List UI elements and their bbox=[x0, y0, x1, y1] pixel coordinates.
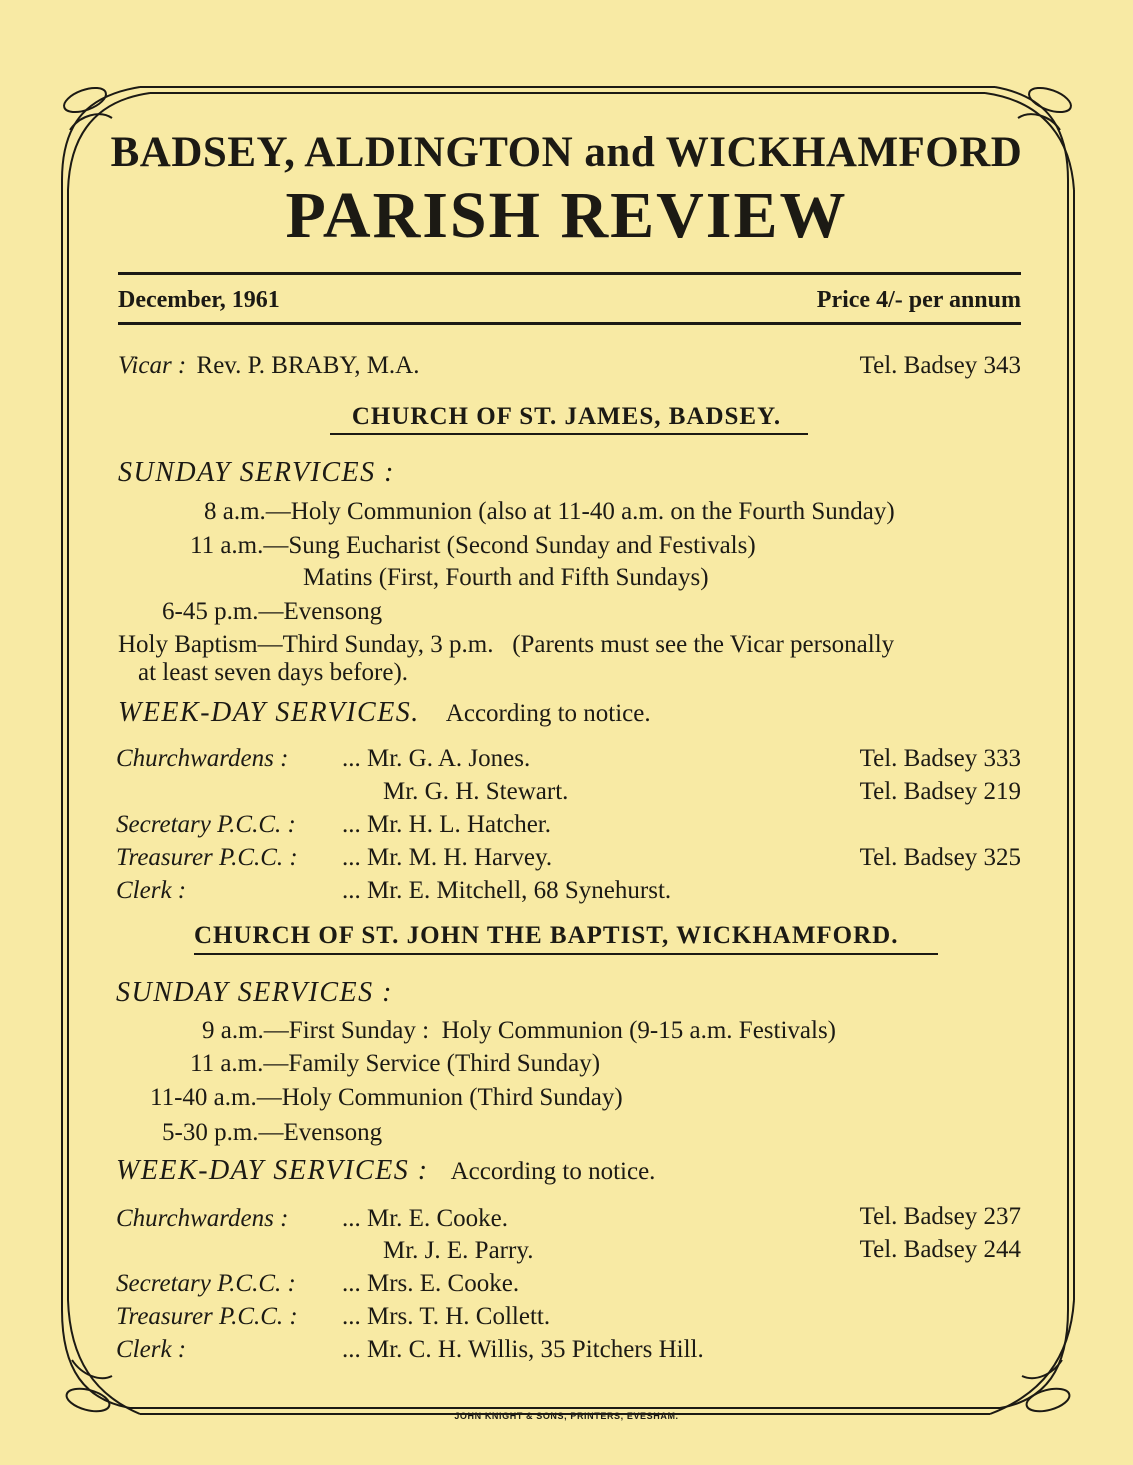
wickhamford-officer-role: Clerk : bbox=[116, 1336, 187, 1363]
parishes-heading: BADSEY, ALDINGTON and WICKHAMFORD bbox=[110, 129, 1023, 176]
issue-date: December, 1961 bbox=[118, 287, 280, 313]
wickhamford-service-2: 11 a.m.—Family Service (Third Sunday) bbox=[190, 1050, 601, 1077]
badsey-officer-tel: Tel. Badsey 333 bbox=[859, 745, 1021, 772]
wickhamford-service-1: 9 a.m.—First Sunday : Holy Communion (9-15 a.m. Festivals) bbox=[202, 1017, 837, 1044]
printer-imprint: JOHN KNIGHT & SONS, PRINTERS, EVESHAM. bbox=[454, 1411, 679, 1421]
badsey-title-underline bbox=[330, 433, 808, 435]
vicar-tel: Tel. Badsey 343 bbox=[859, 352, 1021, 379]
wickhamford-service-3: 11-40 a.m.—Holy Communion (Third Sunday) bbox=[150, 1084, 623, 1111]
vicar-name: Rev. P. BRABY, M.A. bbox=[196, 352, 420, 379]
wickhamford-weekday-line bbox=[116, 1155, 655, 1187]
badsey-weekday-note: According to notice. bbox=[445, 700, 651, 727]
badsey-officer-tel: Tel. Badsey 325 bbox=[859, 844, 1021, 871]
page-title: PARISH REVIEW bbox=[285, 179, 848, 252]
header-rule-top bbox=[118, 272, 1021, 275]
wickhamford-officer-name: ... Mrs. T. H. Collett. bbox=[342, 1303, 551, 1330]
badsey-weekday-line bbox=[118, 697, 651, 729]
wickhamford-officer-name: ... Mrs. E. Cooke. bbox=[342, 1270, 520, 1297]
wickhamford-service-4: 5-30 p.m.—Evensong bbox=[162, 1119, 383, 1146]
wickhamford-officer-name: ... Mr. C. H. Willis, 35 Pitchers Hill. bbox=[342, 1336, 704, 1363]
wickhamford-officer-name: ... Mr. E. Cooke. bbox=[342, 1205, 508, 1232]
badsey-service-3: Matins (First, Fourth and Fifth Sundays) bbox=[303, 564, 709, 591]
badsey-officer-name: ... Mr. H. L. Hatcher. bbox=[342, 811, 551, 838]
badsey-officer-role: Churchwardens : bbox=[116, 745, 289, 772]
vicar-label: Vicar : bbox=[118, 352, 187, 379]
wickhamford-church-title: CHURCH OF ST. JOHN THE BAPTIST, WICKHAMFORD. bbox=[194, 922, 899, 949]
wickhamford-title-underline bbox=[194, 953, 938, 955]
wickhamford-officer-name: Mr. J. E. Parry. bbox=[383, 1237, 534, 1264]
badsey-officer-name: ... Mr. G. A. Jones. bbox=[342, 745, 531, 772]
wickhamford-officer-role: Secretary P.C.C. : bbox=[116, 1270, 296, 1297]
wickhamford-weekday-heading: WEEK-DAY SERVICES : bbox=[116, 1155, 429, 1186]
wickhamford-officer-tel: Tel. Badsey 237 bbox=[859, 1203, 1021, 1230]
badsey-service-2: 11 a.m.—Sung Eucharist (Second Sunday and Festivals) bbox=[190, 532, 756, 559]
badsey-officer-name: ... Mr. M. H. Harvey. bbox=[342, 844, 553, 871]
header-rule-bottom bbox=[118, 322, 1021, 325]
badsey-officer-role: Clerk : bbox=[116, 877, 187, 904]
badsey-officer-tel: Tel. Badsey 219 bbox=[859, 778, 1021, 805]
badsey-church-title: CHURCH OF ST. JAMES, BADSEY. bbox=[351, 403, 782, 430]
price: Price 4/- per annum bbox=[816, 287, 1021, 313]
badsey-officer-role: Secretary P.C.C. : bbox=[116, 811, 296, 838]
badsey-service-4: 6-45 p.m.—Evensong bbox=[162, 598, 383, 625]
badsey-officer-name: Mr. G. H. Stewart. bbox=[383, 778, 569, 805]
badsey-sunday-heading: SUNDAY SERVICES : bbox=[118, 457, 395, 488]
wickhamford-officer-tel: Tel. Badsey 244 bbox=[859, 1236, 1021, 1263]
badsey-baptism-line-2: at least seven days before). bbox=[138, 659, 409, 686]
wickhamford-weekday-note: According to notice. bbox=[450, 1158, 656, 1185]
badsey-officer-role: Treasurer P.C.C. : bbox=[116, 844, 298, 871]
badsey-officer-name: ... Mr. E. Mitchell, 68 Synehurst. bbox=[342, 877, 672, 904]
badsey-baptism-line-1: Holy Baptism—Third Sunday, 3 p.m. (Parents must see the Vicar personally bbox=[118, 631, 895, 658]
wickhamford-officer-role: Churchwardens : bbox=[116, 1205, 289, 1232]
wickhamford-sunday-heading: SUNDAY SERVICES : bbox=[116, 977, 393, 1008]
wickhamford-officer-role: Treasurer P.C.C. : bbox=[116, 1303, 298, 1330]
badsey-weekday-heading: WEEK-DAY SERVICES. bbox=[118, 697, 420, 728]
corner-ornament-icon bbox=[990, 1300, 1074, 1415]
badsey-service-1: 8 a.m.—Holy Communion (also at 11-40 a.m. on the Fourth Sunday) bbox=[204, 498, 895, 525]
vicar-line bbox=[118, 352, 420, 380]
